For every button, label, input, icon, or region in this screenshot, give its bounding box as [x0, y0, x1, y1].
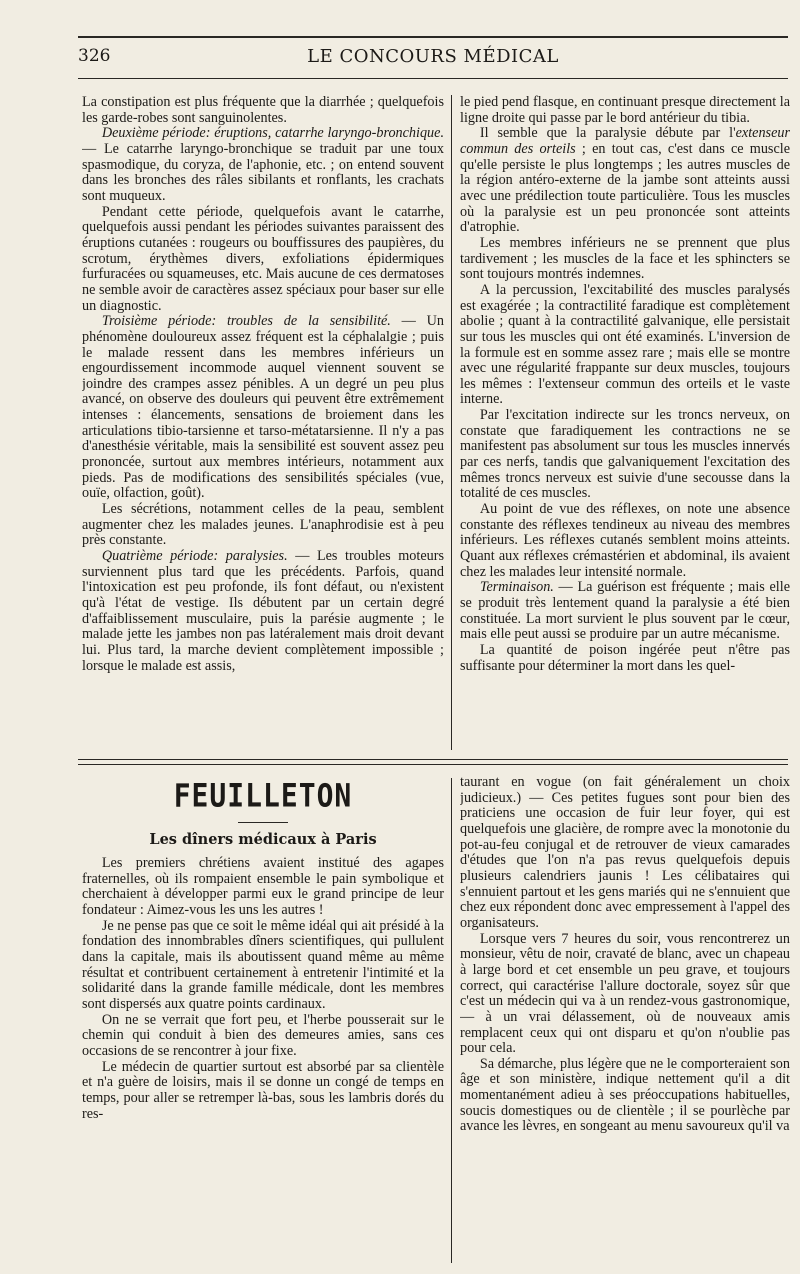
section-heading: Terminaison.	[479, 579, 554, 596]
paragraph	[460, 932, 790, 1057]
paragraph-text: — La guérison est fréquente ; mais elle se produit très lentement quand la paralysie a été bien constituée. La mort survient le plus souvent par le cœur, mais elle peut aussi se produire par un autre mécanisme.	[460, 579, 790, 643]
emphasis: extenseur commun des orteils	[460, 125, 790, 157]
page-header	[78, 46, 788, 72]
paragraph	[82, 205, 444, 315]
feuilleton-subtitle: Les dîners médicaux à Paris	[149, 831, 377, 848]
top-border-rule	[78, 36, 788, 38]
paragraph-text: — Le catarrhe laryngo-bronchique se traduit par une toux spasmodique, du coryza, de l'aphonie, etc. ; on entend souvent dans les bronches des râles sibilants et ronflants, les crachats sont muqueux.	[82, 140, 444, 204]
paragraph	[82, 126, 444, 204]
paragraph-text: Je ne pense pas que ce soit le même idéal qui ait présidé à la fondation des innombrables dîners scientifiques, qui pullulent dans la capitale, mais ils aboutissent quand même au même résultat et contribuent certainement à entretenir l'intimité et la solidarité dans la grande famille médicale, dont les membres sont dispersés aux quatre points cardinaux.	[82, 917, 444, 1012]
paragraph-text: Les sécrétions, notamment celles de la peau, semblent augmenter chez les malades jeunes. L'anaphrodisie est à peu près constante.	[82, 501, 444, 549]
paragraph	[460, 1057, 790, 1135]
paragraph-text: A la percussion, l'excitabilité des muscles paralysés est exagérée ; la contractilité faradique est complètement abolie ; quant à la contractilité galvanique, elle persistait sur tous les muscles qui ont été examinés. L'inversion de la formule est en somme assez rare ; mais elle se montre avec une régularité frappante sur deux muscles, toujours les mêmes : l'extenseur commun des orteils et le vaste interne.	[460, 281, 790, 408]
paragraph-text: La quantité de poison ingérée peut n'être pas suffisante pour déterminer la mort dans les quel-	[460, 641, 790, 674]
paragraph	[82, 314, 444, 502]
column-divider	[451, 778, 452, 1263]
paragraph-text: Pendant cette période, quelquefois avant le catarrhe, quelquefois aussi pendant les périodes suivantes paraissent des éruptions cutanées : rougeurs ou bouffissures des paupières, du scrotum, érythèmes divers, exfoliations épidermiques furfuracées ou squameuses, etc. Mais aucune de ces dermatoses ne semble avoir de caractères assez spéciaux pour baser sur elle un diagnostic.	[82, 203, 444, 314]
paragraph	[82, 1013, 444, 1060]
paragraph	[460, 643, 790, 674]
paragraph	[460, 502, 790, 580]
paragraph-text: taurant en vogue (on fait généralement un choix judicieux.) — Ces petites fugues sont pour bien des praticiens une occasion de fuir leur foyer, qui est quelquefois une glacière, de rompre avec la monotonie du pot-au-feu conjugal et de retrouver de vieux camarades d'études que l'on n'a pas revus quelquefois depuis plusieurs calendriers jaunis ! Les célibataires qui s'ennuient partout et les gens mariés qui ne s'ennuient que chez eux répondent donc avec empressement à l'appel des organisateurs.	[460, 775, 790, 931]
paragraph-text: Par l'excitation indirecte sur les troncs nerveux, on constate que faradiquement les contractions ne se manifestent pas absolument sur tous les muscles innervés par ces nerfs, tandis que galvaniquement l'excitation des mêmes troncs nerveux est suivie d'une secousse dans la totalité de ces muscles.	[460, 407, 790, 502]
page-number: 326	[78, 46, 111, 66]
header-rule	[78, 78, 788, 79]
paragraph	[460, 95, 790, 126]
paragraph-text: — Un phénomène douloureux assez fréquent est la céphalalgie ; puis le malade ressent dans les membres inférieurs un engourdissement incommode auquel viennent souvent se joindre des crampes assez pénibles. A un degré un peu plus avancé, on observe des douleurs qui peuvent être extrêmement intenses : élancements, sensations de broiement dans les articulations tibio-tarsienne et tarso-métatarsienne. Il n'y a pas d'anesthésie véritable, mais la sensibilité est souvent assez peu prononcée, surtout aux membres intérieurs, notamment aux pieds. Pas de modifications des sensibilités spéciales (vue, ouïe, olfaction, goût).	[82, 313, 444, 502]
paragraph	[460, 580, 790, 643]
column-divider	[451, 95, 452, 750]
paragraph	[82, 1060, 444, 1123]
paragraph-text: Le médecin de quartier surtout est absorbé par sa clientèle et n'a guère de loisirs, mais il se donne un congé de temps en temps, pour aller se retremper là-bas, sous les lambris dorés du res-	[82, 1058, 444, 1122]
section-heading: Deuxième période: éruptions, catarrhe laryngo-bronchique.	[101, 125, 444, 142]
paragraph	[82, 95, 444, 126]
feuilleton-separator	[78, 759, 788, 765]
section-heading: Troisième période: troubles de la sensibilité.	[101, 313, 391, 330]
paragraph	[460, 283, 790, 408]
paragraph	[82, 856, 444, 919]
paragraph-text: Au point de vue des réflexes, on note une absence constante des réflexes tendineux au niveau des membres inférieurs. Les réflexes cutanés semblent moins atteints. Quant aux réflexes crémastérien et abdominal, ils avaient chez les malades leur intensité normale.	[460, 501, 790, 580]
paragraph-text: Il semble que la paralysie débute par l'	[479, 125, 736, 142]
paragraph-text: Les membres inférieurs ne se prennent que plus tardivement ; les muscles de la face et les sphincters se sont toujours montrés indemnes.	[460, 234, 790, 283]
paragraph-text: Lorsque vers 7 heures du soir, vous rencontrerez un monsieur, vêtu de noir, cravaté de blanc, avec un chapeau à large bord et cet ensemble un peu grave, et toujours correct, qui caractérise l'allure doctorale, soyez sûr que c'est un médecin qui va à un rendez-vous gastronomique, — à un vrai délassement, où de nouveaux amis remplacent ceux qui ont disparu et qu'on n'oublie pas pour cela.	[460, 930, 790, 1057]
paragraph-text: — Les troubles moteurs surviennent plus tard que les précédents. Parfois, quand l'intoxication est peu profonde, ils font défaut, ou n'existent qu'à l'état de vestige. Ils débutent par un certain degré d'affaiblissement musculaire, puis la parésie augmente ; le malade jette les jambes non pas latéralement mais droit devant lui. Plus tard, la marche devient complètement impossible ; lorsque le malade est assis,	[82, 548, 444, 674]
paragraph-text: Sa démarche, plus légère que ne le comporteraient son âge et son ministère, indique nettement qu'il a dit momentanément adieu à ses préoccupations habituelles, soucis domestiques ou de clientèle ; il se pourlèche par avance les lèvres, en songeant au menu savoureux qu'il va	[460, 1055, 790, 1135]
article-column-right	[460, 95, 790, 755]
paragraph	[460, 236, 790, 283]
feuilleton-title-rule	[238, 822, 288, 823]
paragraph-text: La constipation est plus fréquente que la diarrhée ; quelquefois les garde-robes sont sanguinolentes.	[82, 95, 444, 126]
journal-title: LE CONCOURS MÉDICAL	[307, 46, 559, 67]
paragraph	[82, 919, 444, 1013]
paragraph-text: Les premiers chrétiens avaient institué des agapes fraternelles, où ils rompaient ensemble le pain symbolique et cherchaient à développer parmi eux le grand principe de leur fondateur : Aimez-vous les uns les autres !	[82, 855, 444, 918]
paragraph-text: le pied pend flasque, en continuant presque directement la ligne droite qui passe par le bord antérieur du tibia.	[460, 95, 790, 126]
feuilleton-column-left	[82, 775, 444, 1265]
paragraph-text: ; en tout cas, c'est dans ce muscle qu'elle persiste le plus longtemps ; les autres muscles de la région antéro-externe de la jambe sont atteints aussi avec une prédilection toute particulière. Tous les muscles où la paralysie est un peu prononcée sont atteints d'atrophie.	[460, 140, 790, 236]
paragraph	[82, 549, 444, 674]
paragraph	[460, 126, 790, 236]
feuilleton-column-right	[460, 775, 790, 1265]
article-column-left	[82, 95, 444, 755]
paragraph-text: On ne se verrait que fort peu, et l'herbe pousserait sur le chemin qui conduit à bien des demeures amies, sans ces occasions de se rencontrer à jour fixe.	[82, 1011, 444, 1059]
paragraph	[460, 775, 790, 932]
feuilleton-title: FEUILLETON	[173, 776, 353, 815]
paragraph	[460, 408, 790, 502]
paragraph	[82, 502, 444, 549]
section-heading: Quatrième période: paralysies.	[101, 548, 288, 565]
